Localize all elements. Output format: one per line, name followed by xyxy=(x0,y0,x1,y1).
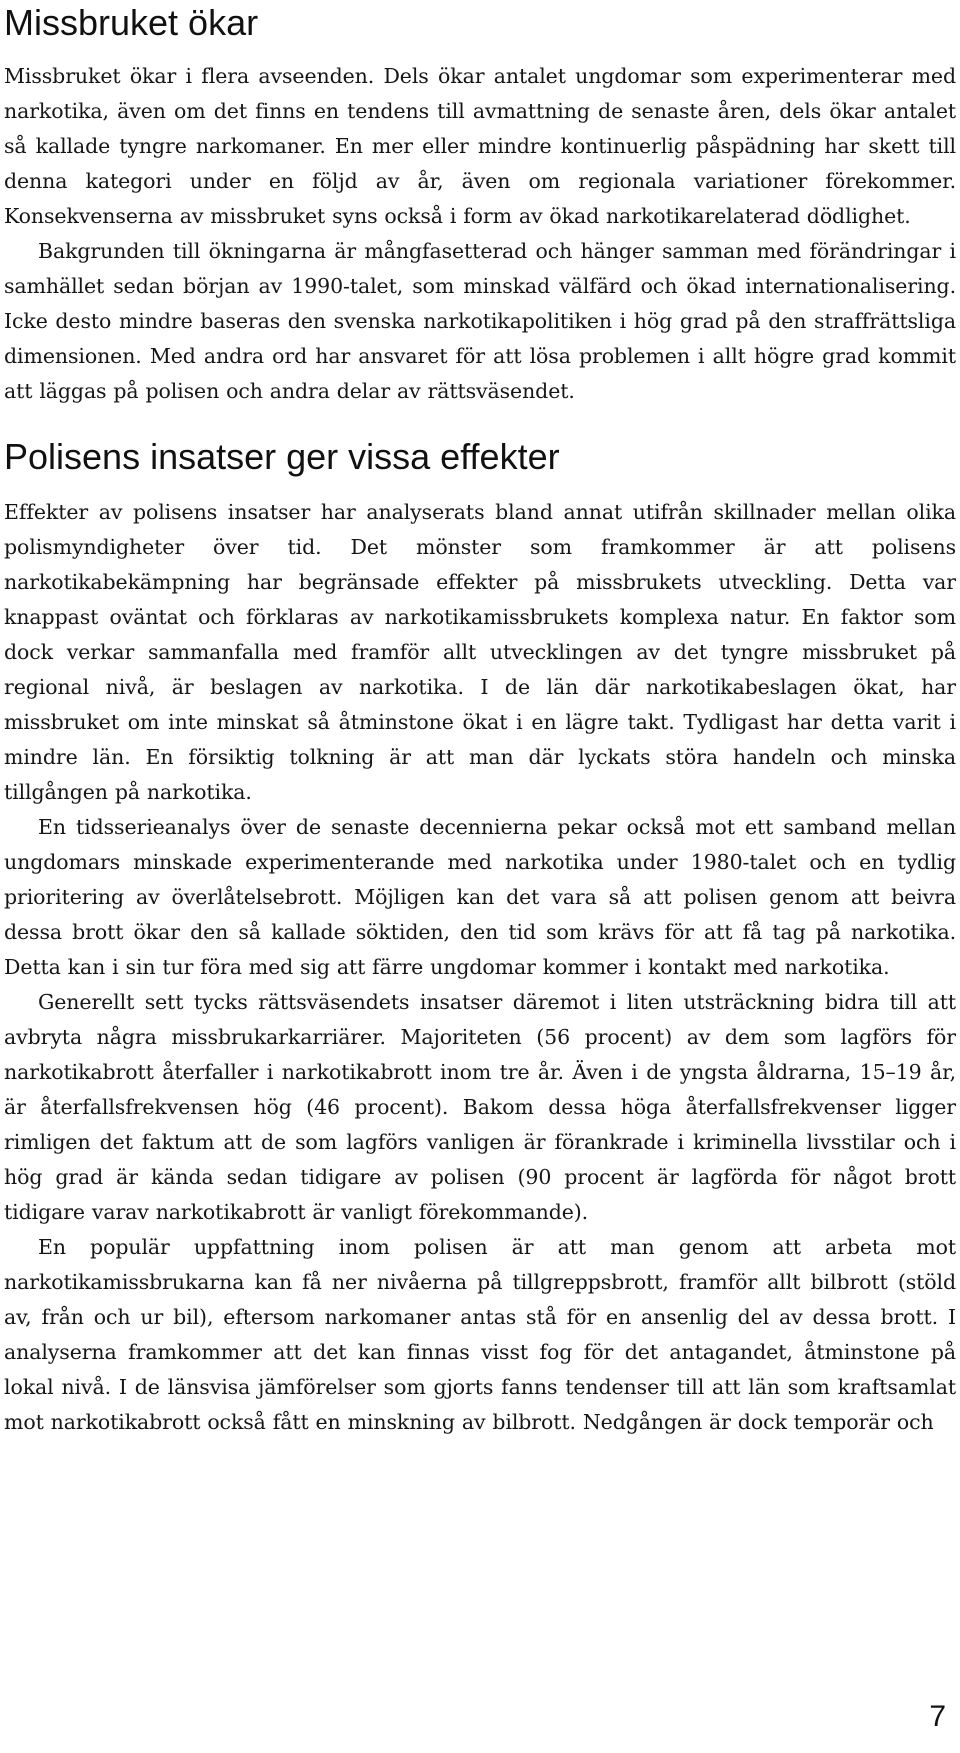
paragraph: Effekter av polisens insatser har analyserats bland annat utifrån skillnader mellan olika polismyndigheter över tid. Det mönster som framkommer är att polisens narkotikabekämpning har begränsade effekter på missbrukets utveckling. Detta var knappast oväntat och förklaras av narkotikamissbrukets komplexa natur. En faktor som dock verkar sammanfalla med framför allt utvecklingen av det tyngre missbruket på regional nivå, är beslagen av narkotika. I de län där narkotikabeslagen ökat, har missbruket om inte minskat så åtminstone ökat i en lägre takt. Tydligast har detta varit i mindre län. En försiktig tolkning är att man där lyckats störa handeln och minska tillgången på narkotika. xyxy=(4,500,956,804)
page-number: 7 xyxy=(929,1700,946,1733)
section-missbruket-okar xyxy=(4,0,956,409)
paragraph: En populär uppfattning inom polisen är att man genom att arbeta mot narkotikamissbrukarna kan få ner nivåerna på tillgreppsbrott, framför allt bilbrott (stöld av, från och ur bil), eftersom narkomaner antas stå för en ansenlig del av dessa brott. I analyserna framkommer att det kan finnas visst fog för det antagandet, åtminstone på lokal nivå. I de länsvisa jämförelser som gjorts fanns tendenser till att län som kraftsamlat mot narkotikabrott också fått en minskning av bilbrott. Nedgången är dock temporär och xyxy=(4,1235,956,1434)
paragraph: Bakgrunden till ökningarna är mångfasetterad och hänger samman med förändringar i samhället sedan början av 1990-talet, som minskad välfärd och ökad internationalisering. Icke desto mindre baseras den svenska narkotikapolitiken i hög grad på den straffrättsliga dimensionen. Med andra ord har ansvaret för att lösa problemen i allt högre grad kommit att läggas på polisen och andra delar av rättsväsendet. xyxy=(4,239,956,403)
paragraph: En tidsserieanalys över de senaste decennierna pekar också mot ett samband mellan ungdomars minskade experimenterande med narkotika under 1980-talet och en tydlig prioritering av överlåtelsebrott. Möjligen kan det vara så att polisen genom att beivra dessa brott ökar den så kallade söktiden, den tid som krävs för att få tag på narkotika. Detta kan i sin tur föra med sig att färre ungdomar kommer i kontakt med narkotika. xyxy=(4,815,956,979)
paragraph: Generellt sett tycks rättsväsendets insatser däremot i liten utsträckning bidra till att avbryta några missbrukarkarriärer. Majoriteten (56 procent) av dem som lagförs för narkotikabrott återfaller i narkotikabrott inom tre år. Även i de yngsta åldrarna, 15–19 år, är återfallsfrekvensen hög (46 procent). Bakom dessa höga återfallsfrekvenser ligger rimligen det faktum att de som lagförs vanligen är förankrade i kriminella livsstilar och i hög grad är kända sedan tidigare av polisen (90 procent är lagförda för något brott tidigare varav narkotikabrott är vanligt förekommande). xyxy=(4,990,956,1224)
section-heading: Missbruket ökar xyxy=(4,2,259,43)
section-polisens-insatser xyxy=(4,435,956,1440)
paragraph: Missbruket ökar i flera avseenden. Dels ökar antalet ungdomar som experimenterar med narkotika, även om det finns en tendens till avmattning de senaste åren, dels ökar antalet så kallade tyngre narkomaner. En mer eller mindre kontinuerlig påspädning har skett till denna kategori under en följd av år, även om regionala variationer förekommer. Konsekvenserna av missbruket syns också i form av ökad narkotikarelaterad dödlighet. xyxy=(4,64,956,228)
document-page xyxy=(4,0,956,1440)
section-heading: Polisens insatser ger vissa effekter xyxy=(4,436,560,477)
